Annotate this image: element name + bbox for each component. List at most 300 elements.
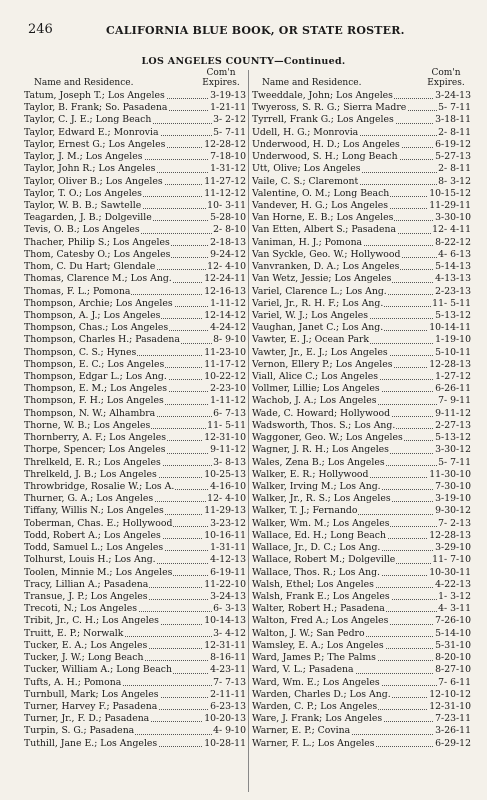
roster-entry <box>252 615 471 627</box>
roster-entry <box>24 176 246 188</box>
entry-name: Twyeross, S. R. G.; Sierra Madre <box>252 102 407 114</box>
roster-entry <box>24 591 246 603</box>
roster-entry <box>252 371 471 383</box>
entry-expiry-date: 2- 8-10 <box>213 224 246 236</box>
entry-expiry-date: 4-12-13 <box>210 554 246 566</box>
entry-name: Toolen, Minnie M.; Los Angeles <box>24 566 173 578</box>
entry-name: Thorpe, Spencer; Los Angeles <box>24 444 166 456</box>
entry-name: Teagarden, J. B.; Dolgeville <box>24 212 152 224</box>
entry-expiry-date: 5-13-12 <box>435 309 471 321</box>
roster-entry <box>252 713 471 725</box>
roster-entry <box>252 664 471 676</box>
roster-entry <box>252 237 471 249</box>
roster-entry <box>252 628 471 640</box>
entry-name: Thompson, Charles H.; Pasadena <box>24 334 180 346</box>
expires-label: Expires. <box>427 78 465 88</box>
entry-name: Thompson, A. J.; Los Angeles <box>24 309 161 321</box>
entry-expiry-date: 11-30-10 <box>429 468 471 480</box>
roster-entry <box>252 469 471 481</box>
expires-label: Expires. <box>202 78 240 88</box>
entry-expiry-date: 12-28-13 <box>429 529 471 541</box>
entry-name: Walker, E. R.; Hollywood <box>252 468 369 480</box>
entry-expiry-date: 12-31-11 <box>204 639 246 651</box>
roster-entry <box>252 298 471 310</box>
entry-name: Viall, Alice C.; Los Angeles <box>252 371 378 383</box>
entry-expiry-date: 10-16-11 <box>204 529 246 541</box>
roster-entry <box>24 628 246 640</box>
entry-expiry-date: 11-23-10 <box>204 346 246 358</box>
entry-expiry-date: 1-11-12 <box>210 297 246 309</box>
entry-name: Toberman, Chas. E.; Hollywood <box>24 517 173 529</box>
entry-name: Taylor, C. J. E.; Long Beach <box>24 114 152 126</box>
entry-expiry-date: 11-17-12 <box>204 358 246 370</box>
entry-expiry-date: 3-19-13 <box>210 90 246 101</box>
entry-name: Wade, C. Howard; Hollywood <box>252 407 391 419</box>
entry-expiry-date: 4-16-10 <box>210 481 246 492</box>
roster-entry <box>252 310 471 322</box>
entry-expiry-date: 7- 2-13 <box>438 517 471 529</box>
roster-entry <box>24 481 246 493</box>
roster-entry <box>24 518 246 530</box>
roster-entry <box>252 689 471 701</box>
entry-expiry-date: 3-30-10 <box>435 212 471 224</box>
entry-name: Walsh, Ethel; Los Angeles <box>252 578 374 590</box>
entry-name: Vaniman, H. J.; Pomona <box>252 236 363 248</box>
entry-expiry-date: 12- 4-11 <box>432 224 471 236</box>
roster-entry <box>24 334 246 346</box>
entry-expiry-date: 9-30-12 <box>435 505 471 517</box>
roster-entry <box>24 286 246 298</box>
entry-name: Vawter, E. J.; Ocean Park <box>252 334 369 346</box>
entry-expiry-date: 5-31-10 <box>435 639 471 651</box>
roster-entry <box>24 347 246 359</box>
entry-expiry-date: 6- 3-13 <box>213 603 246 615</box>
roster-entry <box>24 493 246 505</box>
entry-name: Van Syckle, Geo. W.; Hollywood <box>252 248 401 260</box>
entry-expiry-date: 3-26-11 <box>435 725 471 737</box>
entry-expiry-date: 11- 7-10 <box>432 554 471 566</box>
entry-name: Walton, Fred A.; Los Angeles <box>252 615 389 627</box>
roster-entry <box>252 444 471 456</box>
entry-expiry-date: 6-26-11 <box>435 383 471 395</box>
roster-entry <box>24 432 246 444</box>
roster-entry <box>252 652 471 664</box>
entry-name: Thompson, Edgar L.; Los Ang. <box>24 371 167 383</box>
entry-name: Warden, C. P.; Los Angeles <box>252 700 378 712</box>
entry-expiry-date: 2- 8-11 <box>438 163 471 175</box>
roster-entry <box>252 481 471 493</box>
entry-name: Tribit, Jr., C. H.; Los Angeles <box>24 615 159 627</box>
book-title: CALIFORNIA BLUE BOOK, OR STATE ROSTER. <box>106 24 405 37</box>
roster-entry <box>24 713 246 725</box>
entry-name: Taylor, T. O.; Los Angeles <box>24 187 142 199</box>
entry-expiry-date: 10-25-13 <box>204 468 246 480</box>
roster-entry <box>252 493 471 505</box>
entry-expiry-date: 7- 6-11 <box>438 676 471 688</box>
entry-name: Thompson, E. C.; Los Angeles <box>24 358 165 370</box>
entry-expiry-date: 10-15-12 <box>429 187 471 199</box>
entry-name: Threlkeld, J. B.; Los Angeles <box>24 468 157 480</box>
entry-expiry-date: 5-14-10 <box>435 627 471 639</box>
entry-name: Utt, Olive; Los Angeles <box>252 163 361 175</box>
entry-name: Tucker, E. A.; Los Angeles <box>24 639 148 651</box>
entry-name: Ward, V. L.; Pasadena <box>252 664 354 676</box>
entry-expiry-date: 11-29-13 <box>204 505 246 517</box>
entry-expiry-date: 12-14-12 <box>204 309 246 321</box>
entry-name: Turnbull, Mark; Los Angeles <box>24 688 159 700</box>
roster-entry <box>252 457 471 469</box>
roster-entry <box>252 176 471 188</box>
entry-name: Wallace, Ed. H.; Long Beach <box>252 529 386 541</box>
roster-entry <box>24 689 246 701</box>
entry-expiry-date: 10-20-13 <box>204 713 246 725</box>
comn-label: Com'n <box>431 68 461 78</box>
entry-expiry-date: 7-26-10 <box>435 615 471 627</box>
roster-entry <box>252 212 471 224</box>
entry-expiry-date: 3-23-12 <box>210 517 246 529</box>
entry-expiry-date: 3-24-13 <box>435 90 471 101</box>
section-title: LOS ANGELES COUNTY—Continued. <box>141 56 346 67</box>
entry-name: Thomas, Clarence M.; Los Ang. <box>24 273 172 285</box>
roster-entry <box>252 567 471 579</box>
entry-name: Walter, Robert H.; Pasadena <box>252 603 385 615</box>
entry-expiry-date: 11- 5-11 <box>207 419 246 431</box>
entry-expiry-date: 12-10-12 <box>429 688 471 700</box>
entry-expiry-date: 5- 7-11 <box>213 126 246 138</box>
entry-name: Walker, Wm. M.; Los Angeles <box>252 517 390 529</box>
entry-name: Wallace, Jr., D. C.; Los Ang. <box>252 542 381 554</box>
roster-entry <box>252 261 471 273</box>
entry-expiry-date: 5- 7-11 <box>438 102 471 114</box>
roster-entry <box>24 652 246 664</box>
entry-name: Variel, Jr., R. H. F.; Los Ang. <box>252 297 384 309</box>
entry-expiry-date: 11-22-10 <box>204 578 246 590</box>
roster-entry <box>252 542 471 554</box>
roster-entry <box>252 249 471 261</box>
entry-expiry-date: 5-14-13 <box>435 261 471 273</box>
roster-entry <box>24 90 246 102</box>
entry-name: Walton, J. W.; San Pedro <box>252 627 365 639</box>
entry-name: Variel, W. J.; Los Angeles <box>252 309 368 321</box>
roster-entry <box>24 725 246 737</box>
roster-entry <box>252 408 471 420</box>
entry-name: Variel, Clarence L.; Los Ang. <box>252 285 387 297</box>
entry-name: Van Etten, Albert S.; Pasadena <box>252 224 397 236</box>
entry-expiry-date: 7-18-10 <box>210 151 246 163</box>
entry-name: Valentine, O. M.; Long Beach <box>252 187 390 199</box>
entry-name: Vandever, H. G.; Los Angeles <box>252 199 388 211</box>
roster-entry <box>24 395 246 407</box>
entry-expiry-date: 8-16-11 <box>210 652 246 664</box>
expires-header <box>421 68 471 88</box>
entry-name: Walker, Jr., R. S.; Los Angeles <box>252 493 391 505</box>
entry-expiry-date: 3-29-10 <box>435 542 471 554</box>
entry-expiry-date: 2- 8-11 <box>438 126 471 138</box>
roster-entry <box>24 237 246 249</box>
entry-name: Ward, James P.; The Palms <box>252 652 376 664</box>
entry-name: Thorne, W. B.; Los Angeles <box>24 419 151 431</box>
entry-expiry-date: 11-12-12 <box>204 187 246 199</box>
entry-name: Throwbridge, Rosalie W.; Los A. <box>24 481 175 492</box>
entry-name: Thompson, Chas.; Los Angeles <box>24 322 169 334</box>
entry-name: Turner, Jr., F. D.; Pasadena <box>24 713 150 725</box>
entry-expiry-date: 11- 5-11 <box>432 297 471 309</box>
entry-name: Wales, Zena B.; Los Angeles <box>252 456 385 468</box>
roster-entry <box>252 151 471 163</box>
roster-entry <box>252 603 471 615</box>
entry-name: Vaile, C. S.; Claremont <box>252 175 359 187</box>
entry-expiry-date: 4-13-13 <box>435 273 471 285</box>
entry-name: Thomas, F. L.; Pomona <box>24 285 131 297</box>
entry-expiry-date: 4- 6-13 <box>438 248 471 260</box>
entry-expiry-date: 8-20-10 <box>435 652 471 664</box>
entry-name: Trecoti, N.; Los Angeles <box>24 603 138 615</box>
entry-name: Truitt, E. P.; Norwalk <box>24 627 124 639</box>
roster-entry <box>252 738 471 750</box>
entry-name: Taylor, B. Frank; So. Pasadena <box>24 102 168 114</box>
entry-name: Tuthill, Jane E.; Los Angeles <box>24 737 158 749</box>
entry-name: Tucker, J. W.; Long Beach <box>24 652 144 664</box>
entry-name: Taylor, Edward E.; Monrovia <box>24 126 159 138</box>
entry-name: Warner, F. L.; Los Angeles <box>252 737 375 749</box>
entry-name: Vanvranken, D. A.; Los Angeles <box>252 261 400 273</box>
entry-expiry-date: 10- 3-11 <box>207 199 246 211</box>
roster-entry <box>252 420 471 432</box>
roster-entry <box>24 738 246 750</box>
roster-entry <box>24 603 246 615</box>
roster-entry <box>24 139 246 151</box>
entry-name: Vaughan, Janet C.; Los Ang. <box>252 322 384 334</box>
entry-name: Wallace, Thos. R.; Los Ang. <box>252 566 381 578</box>
entry-expiry-date: 6-19-11 <box>210 566 246 578</box>
entry-name: Warner, E. P.; Covina <box>252 725 351 737</box>
entry-name: Wallace, Robert M.; Dolgeville <box>252 554 396 566</box>
entry-name: Taylor, W. B. B.; Sawtelle <box>24 199 142 211</box>
entry-name: Taylor, Oliver B.; Los Angeles <box>24 175 163 187</box>
entry-expiry-date: 8- 9-10 <box>213 334 246 346</box>
entry-expiry-date: 2-11-11 <box>210 688 246 700</box>
roster-entry <box>24 310 246 322</box>
roster-entry <box>24 664 246 676</box>
entry-expiry-date: 3- 4-12 <box>213 627 246 639</box>
entry-expiry-date: 3- 2-12 <box>213 114 246 126</box>
roster-entry <box>24 701 246 713</box>
entry-expiry-date: 12- 4-10 <box>207 493 246 505</box>
roster-entry <box>24 127 246 139</box>
entry-expiry-date: 12-28-12 <box>204 138 246 150</box>
entry-expiry-date: 3-19-10 <box>435 493 471 505</box>
roster-entry <box>252 579 471 591</box>
entry-expiry-date: 12-28-13 <box>429 358 471 370</box>
name-header: Name and Residence. <box>262 78 362 88</box>
entry-expiry-date: 1- 3-12 <box>438 590 471 602</box>
name-header: Name and Residence. <box>34 78 134 88</box>
roster-entry <box>24 261 246 273</box>
entry-name: Thompson, C. S.; Hynes <box>24 346 137 358</box>
comn-label: Com'n <box>206 68 236 78</box>
entry-expiry-date: 8-27-10 <box>435 664 471 676</box>
entry-expiry-date: 9-24-12 <box>210 248 246 260</box>
roster-entry <box>24 567 246 579</box>
roster-entry <box>24 200 246 212</box>
roster-entry <box>252 640 471 652</box>
entry-name: Thom, C. Du Hart; Glendale <box>24 261 156 273</box>
entry-name: Tyrrell, Frank G.; Los Angeles <box>252 114 394 126</box>
entry-expiry-date: 1-21-11 <box>210 102 246 114</box>
entry-name: Todd, Robert A.; Los Angeles <box>24 529 161 541</box>
entry-name: Wamsley, E. A.; Los Angeles <box>252 639 384 651</box>
roster-entry <box>24 530 246 542</box>
entry-expiry-date: 4- 9-10 <box>213 725 246 737</box>
roster-entry <box>252 273 471 285</box>
roster-entry <box>252 432 471 444</box>
entry-expiry-date: 1-31-11 <box>210 542 246 554</box>
entry-name: Walker, Irving M.; Los Ang. <box>252 481 381 492</box>
entry-name: Thompson, E. M.; Los Angeles <box>24 383 167 395</box>
column-divider <box>248 70 249 792</box>
entry-expiry-date: 3-24-13 <box>210 590 246 602</box>
roster-entry <box>252 334 471 346</box>
entry-expiry-date: 1-27-12 <box>435 371 471 383</box>
roster-entry <box>24 151 246 163</box>
entry-name: Thurner, G. A.; Los Angeles <box>24 493 154 505</box>
roster-entry <box>252 530 471 542</box>
roster-entry <box>24 212 246 224</box>
entry-expiry-date: 1-19-10 <box>435 334 471 346</box>
roster-entry <box>24 322 246 334</box>
entry-name: Turner, Harvey F.; Pasadena <box>24 700 158 712</box>
entry-expiry-date: 5-27-13 <box>435 151 471 163</box>
entry-name: Vernon, Ellery P.; Los Angeles <box>252 358 393 370</box>
roster-entry <box>24 188 246 200</box>
entry-expiry-date: 12-24-11 <box>204 273 246 285</box>
roster-entry <box>24 163 246 175</box>
entry-name: Waggoner, Geo. W.; Los Angeles <box>252 432 403 444</box>
roster-entry <box>252 188 471 200</box>
roster-entry <box>252 383 471 395</box>
roster-entry <box>252 114 471 126</box>
entry-expiry-date: 12-16-13 <box>204 285 246 297</box>
roster-entry <box>24 457 246 469</box>
entry-expiry-date: 10-30-11 <box>429 566 471 578</box>
roster-entry <box>24 114 246 126</box>
entry-name: Underwood, H. D.; Los Angeles <box>252 138 400 150</box>
roster-entry <box>252 286 471 298</box>
roster-entry <box>24 469 246 481</box>
roster-entry <box>24 677 246 689</box>
entry-name: Thompson, F. H.; Los Angeles <box>24 395 164 407</box>
entry-name: Tiffany, Willis N.; Los Angeles <box>24 505 164 517</box>
entry-expiry-date: 10-22-12 <box>204 371 246 383</box>
entry-expiry-date: 5- 7-11 <box>438 456 471 468</box>
entry-name: Thornberry, A. F.; Los Angeles <box>24 432 167 444</box>
entry-expiry-date: 5-28-10 <box>210 212 246 224</box>
roster-entry <box>252 347 471 359</box>
entry-expiry-date: 7- 7-13 <box>213 676 246 688</box>
roster-entry <box>252 139 471 151</box>
entry-name: Thompson, Archie; Los Angeles <box>24 297 173 309</box>
entry-expiry-date: 11-29-11 <box>429 199 471 211</box>
entry-name: Taylor, Ernest G.; Los Angeles <box>24 138 166 150</box>
page-number: 246 <box>28 22 53 37</box>
entry-expiry-date: 8-22-12 <box>435 236 471 248</box>
roster-entry <box>24 249 246 261</box>
roster-entry <box>252 505 471 517</box>
entry-name: Thacher, Philip S.; Los Angeles <box>24 236 170 248</box>
entry-expiry-date: 4-24-12 <box>210 322 246 334</box>
entry-expiry-date: 7-23-11 <box>435 713 471 725</box>
entry-name: Vollmer, Lillie; Los Angeles <box>252 383 380 395</box>
roster-entry <box>24 505 246 517</box>
entry-expiry-date: 1-11-12 <box>210 395 246 407</box>
entry-expiry-date: 3-30-12 <box>435 444 471 456</box>
roster-entry <box>252 701 471 713</box>
entry-expiry-date: 12- 4-10 <box>207 261 246 273</box>
entry-name: Tracy, Lillian A.; Pasadena <box>24 578 149 590</box>
roster-entry <box>252 322 471 334</box>
roster-entry <box>24 359 246 371</box>
entry-name: Wachob, J. A.; Los Angeles <box>252 395 377 407</box>
roster-entry <box>24 298 246 310</box>
roster-entry <box>252 395 471 407</box>
left-roster-column <box>24 90 246 750</box>
entry-name: Tucker, William A.; Long Beach <box>24 664 172 676</box>
entry-name: Tweeddale, John; Los Angeles <box>252 90 393 101</box>
entry-expiry-date: 5-13-12 <box>435 432 471 444</box>
roster-entry <box>24 102 246 114</box>
roster-entry <box>252 725 471 737</box>
entry-name: Walsh, Frank E.; Los Angeles <box>252 590 390 602</box>
entry-expiry-date: 7- 9-11 <box>438 395 471 407</box>
roster-entry <box>252 102 471 114</box>
entry-name: Ward, Wm. E.; Los Angeles <box>252 676 380 688</box>
roster-entry <box>252 359 471 371</box>
entry-expiry-date: 3-18-11 <box>435 114 471 126</box>
entry-expiry-date: 9-11-12 <box>210 444 246 456</box>
roster-entry <box>24 371 246 383</box>
entry-expiry-date: 6-19-12 <box>435 138 471 150</box>
entry-expiry-date: 12-31-10 <box>429 700 471 712</box>
entry-expiry-date: 2-18-13 <box>210 236 246 248</box>
entry-expiry-date: 4-22-13 <box>435 578 471 590</box>
roster-entry <box>252 90 471 102</box>
roster-entry <box>24 383 246 395</box>
entry-expiry-date: 2-27-13 <box>435 419 471 431</box>
entry-name: Taylor, John R.; Los Angeles <box>24 163 156 175</box>
roster-entry <box>252 200 471 212</box>
roster-entry <box>252 677 471 689</box>
entry-expiry-date: 4-23-11 <box>210 664 246 676</box>
entry-name: Threlkeld, E. R.; Los Angeles <box>24 456 161 468</box>
entry-expiry-date: 5-10-11 <box>435 346 471 358</box>
roster-entry <box>24 542 246 554</box>
right-column-header <box>252 68 471 90</box>
roster-entry <box>252 127 471 139</box>
entry-name: Ware, J. Frank; Los Angeles <box>252 713 383 725</box>
entry-expiry-date: 10-14-11 <box>429 322 471 334</box>
roster-entry <box>24 444 246 456</box>
entry-name: Todd, Samuel L.; Los Angeles <box>24 542 164 554</box>
entry-name: Thompson, N. W.; Alhambra <box>24 407 156 419</box>
right-roster-column <box>252 90 471 750</box>
entry-expiry-date: 2-23-10 <box>210 383 246 395</box>
entry-name: Taylor, J. M.; Los Angeles <box>24 151 143 163</box>
roster-entry <box>252 224 471 236</box>
roster-entry <box>252 163 471 175</box>
entry-expiry-date: 6-23-13 <box>210 700 246 712</box>
roster-entry <box>252 518 471 530</box>
entry-expiry-date: 8- 3-12 <box>438 175 471 187</box>
